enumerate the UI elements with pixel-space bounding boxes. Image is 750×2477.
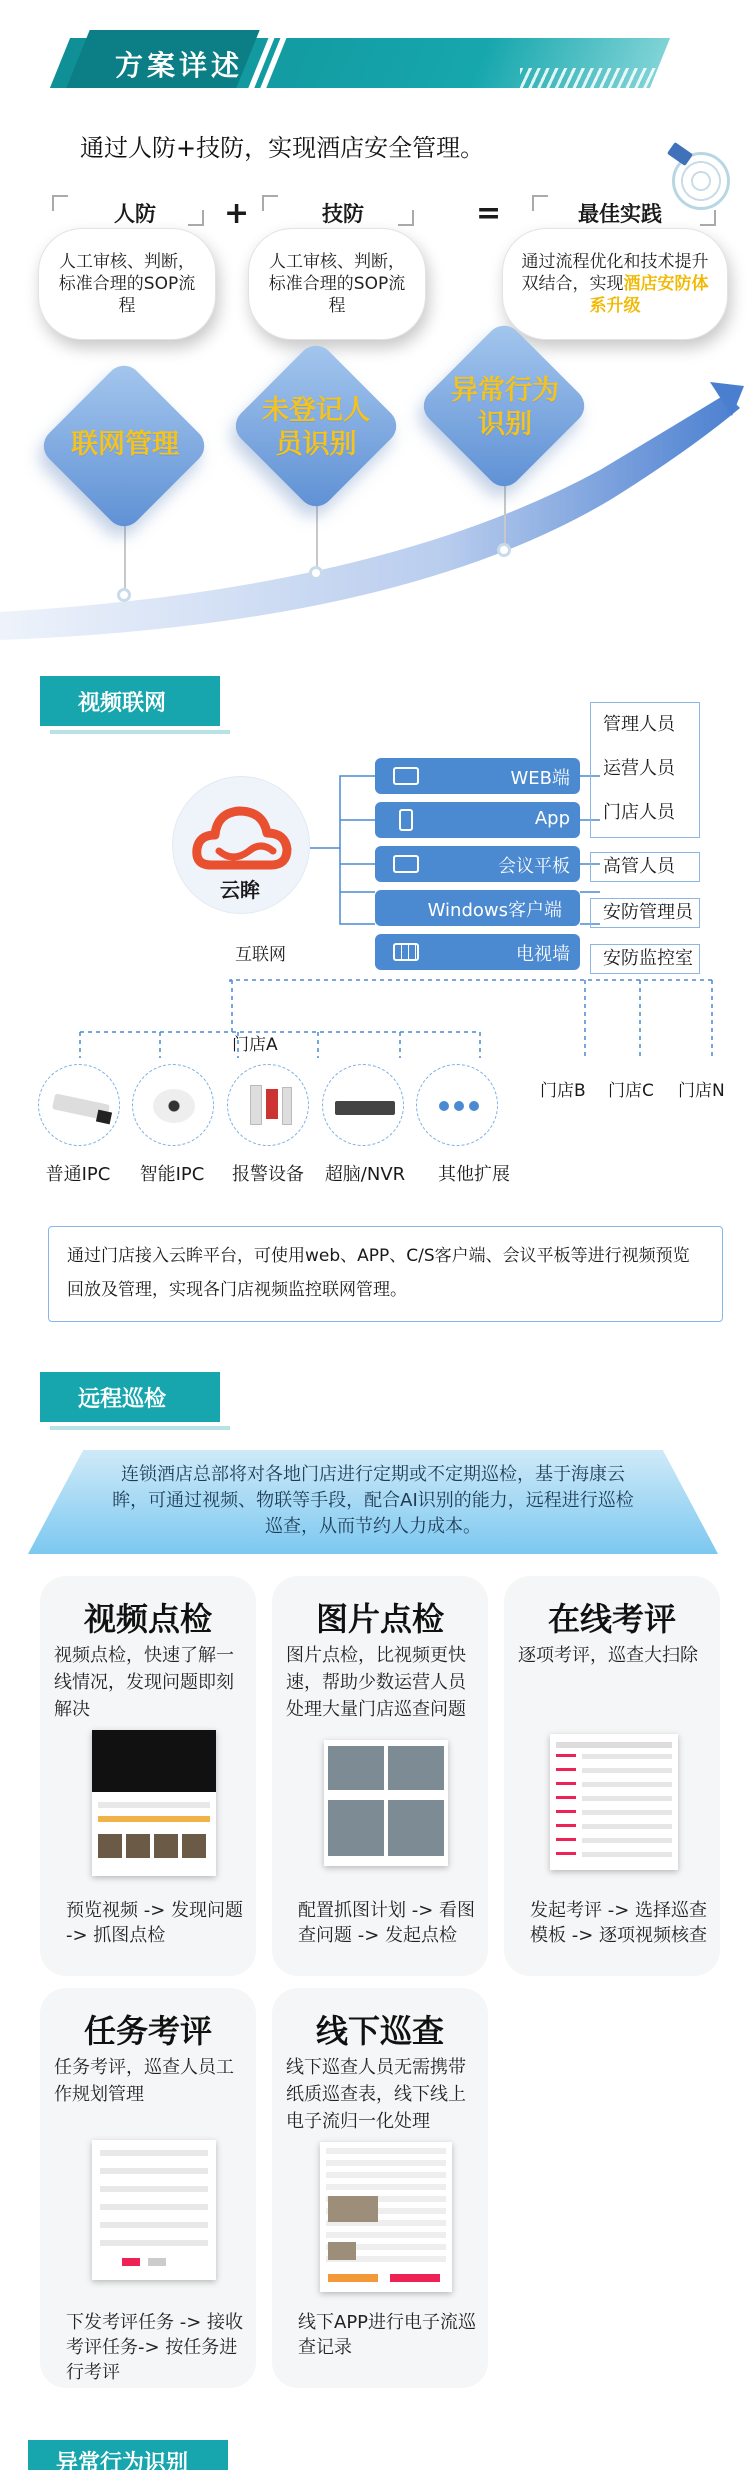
best-card (502, 228, 728, 340)
remote-banner-text: 连锁酒店总部将对各地门店进行定期或不定期巡检，基于海康云眸，可通过视频、物联等手段，配合AI识别的能力，远程进行巡检巡查，从而节约人力成本。 (112, 1464, 634, 1537)
channel-app[interactable] (375, 802, 580, 838)
remote-banner (28, 1450, 718, 1554)
card-desc: 逐项考评，巡查大扫除 (518, 1645, 698, 1666)
card-desc: 图片点检，比视频更快速，帮助少数运营人员处理大量门店巡查问题 (286, 1645, 466, 1720)
channel-tablet[interactable] (375, 846, 580, 882)
tech-card: 人工审核、判断，标准合理的SOP流程 (248, 228, 426, 340)
card-task-eval (40, 1988, 256, 2388)
section-banner (60, 30, 690, 98)
best-title: 最佳实践 (578, 202, 662, 226)
plus-sign: + (224, 196, 250, 231)
channel-windows[interactable] (375, 890, 580, 926)
tab-video-network: 视频联网 (40, 676, 220, 726)
best-highlight: 酒店安防体系升级 (589, 274, 709, 316)
card-desc: 任务考评，巡查人员工作规划管理 (54, 2057, 234, 2105)
card-offline-inspect (272, 1988, 488, 2388)
brand-name: 云眸 (220, 878, 260, 902)
role-operations: 运营人员 (603, 758, 675, 779)
store-n: 门店N (678, 1081, 725, 1101)
card-flow: 发起考评 -> 选择巡查模板 -> 逐项视频核查 (530, 1900, 708, 1946)
tab-remote-inspection: 远程巡检 (40, 1372, 220, 1422)
card-flow: 线下APP进行电子流巡查记录 (298, 2312, 477, 2358)
human-card: 人工审核、判断，标准合理的SOP流程 (38, 228, 216, 340)
channel-tvwall[interactable] (375, 934, 580, 970)
store-c: 门店C (608, 1081, 654, 1101)
human-title: 人防 (114, 202, 156, 226)
channel-label: 电视墙 (516, 944, 570, 965)
card-flow: 预览视频 -> 发现问题 -> 抓图点检 (66, 1900, 244, 1946)
card-image-check (272, 1576, 488, 1976)
card-title: 在线考评 (547, 1600, 676, 1638)
tab-abnormal-behavior: 异常行为识别 (28, 2440, 228, 2470)
card-video-check (40, 1576, 256, 1976)
channel-label: App (534, 808, 570, 829)
intro-text: 通过人防+技防，实现酒店安全管理。 (80, 134, 485, 162)
card-title: 视频点检 (83, 1600, 212, 1638)
store-b: 门店B (540, 1081, 586, 1101)
card-desc: 线下巡查人员无需携带纸质巡查表，线下线上电子流归一化处理 (286, 2057, 466, 2132)
device-label: 超脑/NVR (324, 1164, 406, 1185)
diamond-label-network: 联网管理 (71, 429, 179, 460)
card-desc: 视频点检，快速了解一线情况，发现问题即刻解决 (54, 1645, 234, 1720)
device-label: 普通IPC (45, 1164, 111, 1185)
internet-label: 互联网 (235, 945, 286, 965)
roles-group (590, 702, 700, 838)
tech-title: 技防 (322, 202, 364, 226)
channel-label: WEB端 (510, 768, 570, 789)
app-screenshot (92, 1730, 216, 1876)
card-online-eval (504, 1576, 720, 1976)
network-description: 通过门店接入云眸平台，可使用web、APP、C/S客户端、会议平板等进行视频预览回放及管理，实现各门店视频监控联网管理。 (48, 1226, 723, 1322)
more-icon (416, 1064, 498, 1146)
laptop-icon (393, 767, 419, 785)
eval-screenshot (550, 1734, 678, 1870)
tablet-icon (393, 855, 419, 873)
diamond-label-unregistered: 未登记人员识别 (262, 395, 370, 460)
banner-title: 方案详述 (115, 49, 244, 82)
offline-screenshot (320, 2142, 452, 2292)
device-label: 报警设备 (232, 1164, 304, 1185)
device-label: 其他扩展 (438, 1164, 510, 1185)
card-title: 任务考评 (83, 2012, 212, 2050)
videowall-icon (393, 943, 419, 961)
card-title: 线下巡查 (315, 2012, 444, 2050)
role-security-admin: 安防管理员 (590, 898, 700, 928)
nvr-icon (322, 1064, 404, 1146)
role-monitor-room: 安防监控室 (590, 944, 700, 974)
ipc-camera-icon (38, 1064, 120, 1146)
device-label: 智能IPC (139, 1164, 205, 1185)
equals-sign: = (476, 196, 502, 231)
diamond-label-behavior: 异常行为识别 (451, 375, 559, 440)
card-title: 图片点检 (315, 1600, 444, 1638)
curve-dot (309, 566, 323, 580)
channel-label: 会议平板 (498, 856, 570, 877)
best-text: 通过流程优化和技术提升双结合，实现 (521, 252, 709, 294)
card-flow: 配置抓图计划 -> 看图查问题 -> 发起点检 (298, 1900, 476, 1946)
phone-icon (399, 809, 413, 831)
role-manager: 管理人员 (603, 714, 675, 735)
channel-web[interactable] (375, 758, 580, 794)
image-grid-screenshot (324, 1740, 448, 1866)
curve-dot (117, 588, 131, 602)
alarm-device-icon (227, 1064, 309, 1146)
channel-label: Windows客户端 (427, 900, 562, 921)
store-a: 门店A (232, 1035, 278, 1055)
card-flow: 下发考评任务 -> 接收考评任务-> 按任务进行考评 (66, 2312, 244, 2383)
role-store: 门店人员 (603, 802, 675, 823)
task-screenshot (92, 2140, 216, 2280)
smart-ipc-icon (132, 1064, 214, 1146)
role-executive: 高管人员 (590, 852, 700, 882)
curve-dot (497, 543, 511, 557)
